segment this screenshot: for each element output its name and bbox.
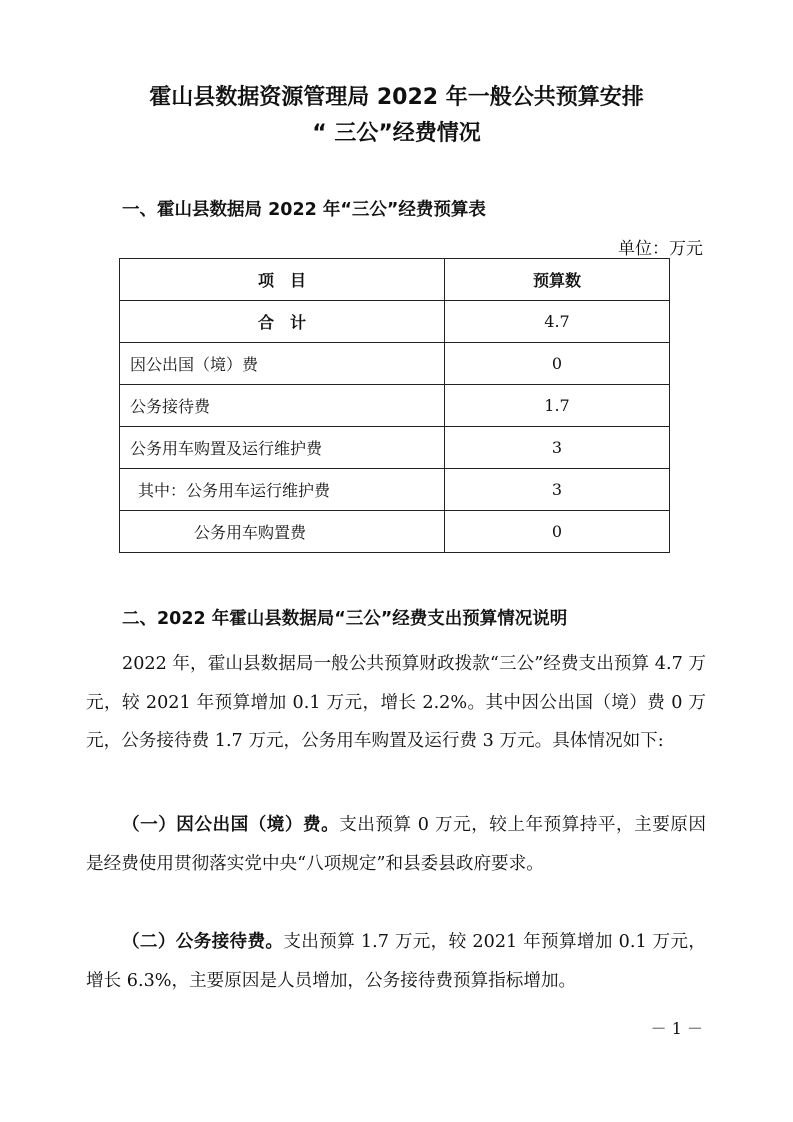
row-item: 公务用车购置费 (120, 511, 445, 553)
paragraph-lead: （一）因公出国（境）费。 (122, 815, 340, 835)
section2-heading: 二、2022 年霍山县数据局“三公”经费支出预算情况说明 (122, 609, 568, 629)
table-row (120, 511, 670, 553)
row-value: 0 (445, 511, 670, 553)
paragraph-text: 支出预算 1.7 万元，较 2021 年预算增加 0.1 万元，增长 6.3%，主要原因是人员增加，公务接待费预算指标增加。 (86, 932, 706, 991)
paragraph-overview: 2022 年，霍山县数据局一般公共预算财政拨款“三公”经费支出预算 4.7 万元，较 2021 年预算增加 0.1 万元，增长 2.2%。其中因公出国（境）费 0 万元，公务接待费 1.7 万元，公务用车购置及运行费 3 万元。具体情况如下: (86, 654, 706, 751)
document-title-line2: “ 三公”经费情况 (312, 121, 481, 146)
paragraph-overseas (86, 806, 706, 883)
table-row (120, 427, 670, 469)
table-row (120, 343, 670, 385)
header-value: 预算数 (445, 259, 670, 301)
page-number: － 1 － (650, 1019, 703, 1038)
budget-table (119, 258, 670, 553)
section1-heading: 一、霍山县数据局 2022 年“三公”经费预算表 (122, 200, 486, 220)
table-header-row (120, 259, 670, 301)
paragraph-reception (86, 923, 706, 1000)
row-value: 3 (445, 427, 670, 469)
table-row (120, 385, 670, 427)
table-row (120, 301, 670, 343)
paragraph-text: 支出预算 0 万元，较上年预算持平，主要原因是经费使用贯彻落实党中央“八项规定”和县委县政府要求。 (86, 815, 706, 874)
row-item: 其中：公务用车运行维护费 (120, 469, 445, 511)
row-value: 0 (445, 343, 670, 385)
row-item: 因公出国（境）费 (120, 343, 445, 385)
paragraph-lead: （二）公务接待费。 (122, 932, 284, 952)
row-item: 合 计 (120, 301, 445, 343)
row-item: 公务接待费 (120, 385, 445, 427)
document-title-line1: 霍山县数据资源管理局 2022 年一般公共预算安排 (149, 85, 644, 110)
row-item: 公务用车购置及运行维护费 (120, 427, 445, 469)
header-item: 项 目 (120, 259, 445, 301)
row-value: 1.7 (445, 385, 670, 427)
table-row (120, 469, 670, 511)
row-value: 3 (445, 469, 670, 511)
row-value: 4.7 (445, 301, 670, 343)
unit-label: 单位：万元 (618, 239, 703, 259)
